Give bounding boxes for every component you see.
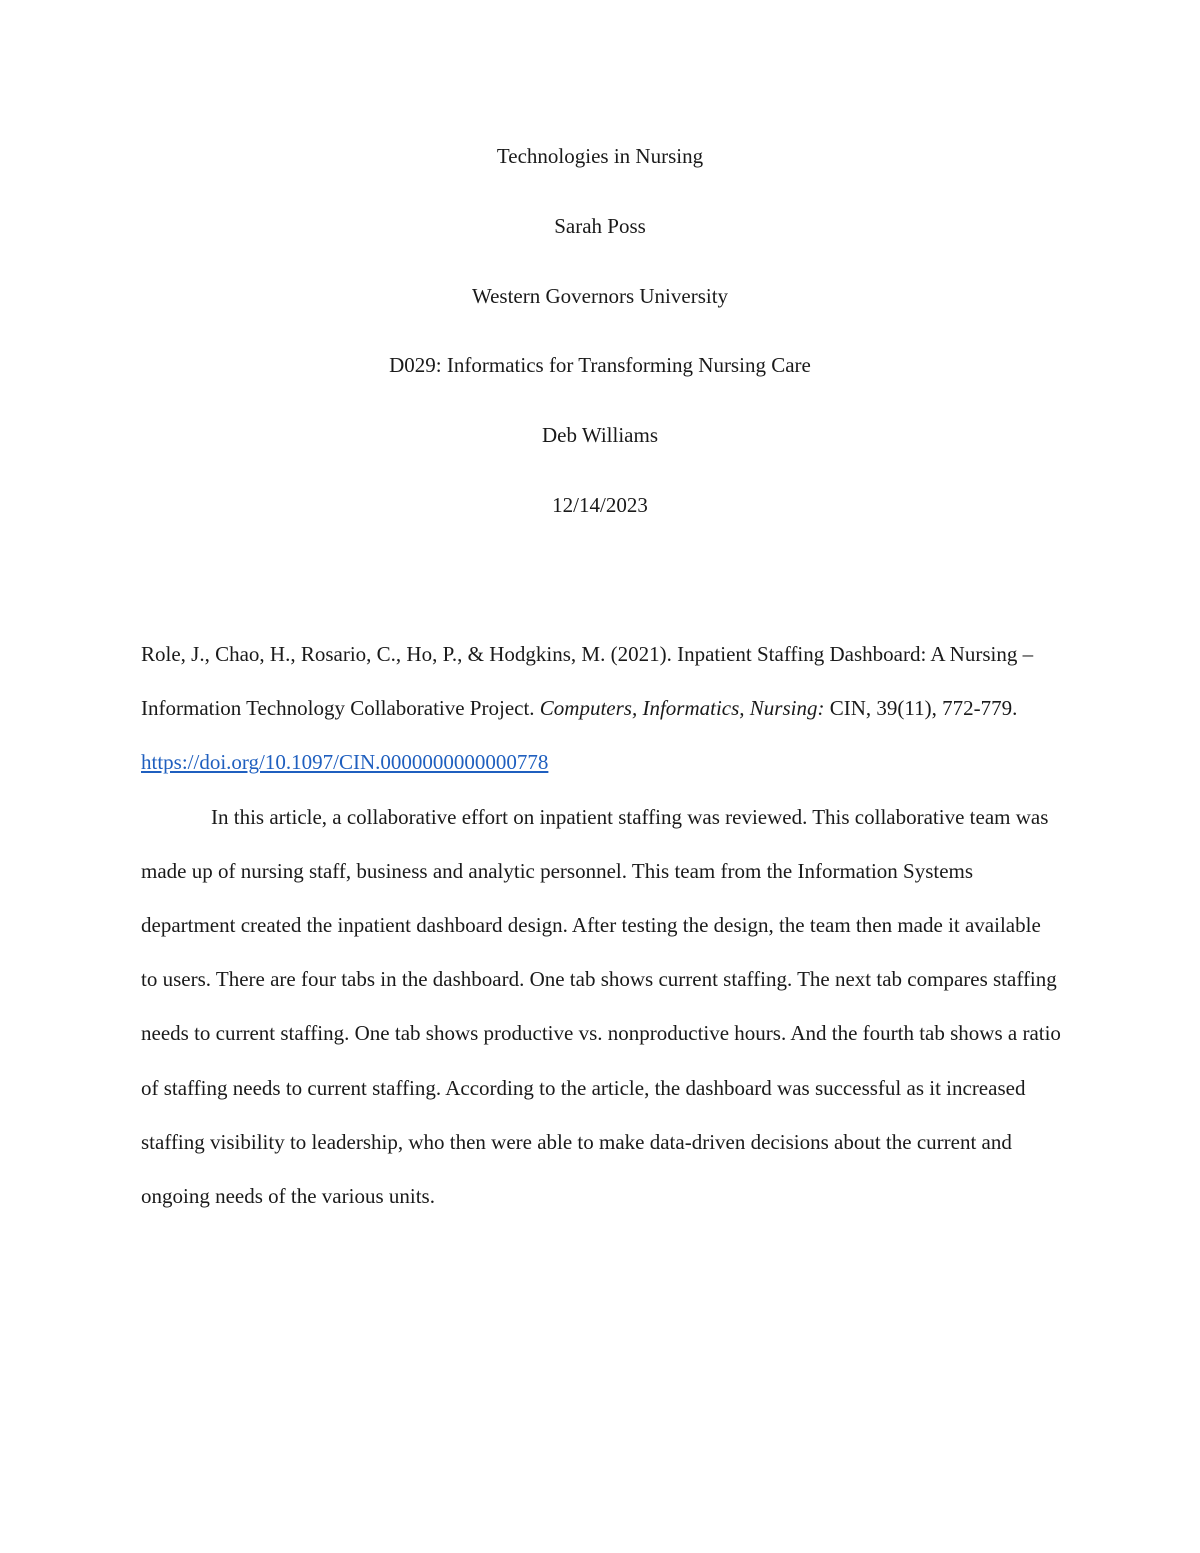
reference-journal: Computers, Informatics, Nursing: (539, 696, 825, 721)
submission-date: 12/14/2023 (552, 492, 648, 517)
doi-link[interactable]: https://doi.org/10.1097/CIN.0000000000000778 (141, 750, 549, 775)
title-page-block (0, 138, 1200, 557)
instructor-name: Deb Williams (541, 423, 658, 448)
reference-details: CIN, 39(11), 772-779. (824, 696, 1018, 721)
summary-paragraph: In this article, a collaborative effort on inpatient staffing was reviewed. This collaborative team was made up of nursing staff, business and analytic personnel. This team from the Information Systems department created the inpatient dashboard design. After testing the design, the team then made it available to users. There are four tabs in the dashboard. One tab shows current staffing. The next tab compares staffing needs to current staffing. One tab shows productive vs. nonproductive hours. And the fourth tab shows a ratio of staffing needs to current staffing. According to the article, the dashboard was successful as it increased staffing visibility to leadership, who then were able to make data-driven decisions about the current and ongoing needs of the various units. (141, 804, 1061, 1209)
reference-authors-title: Role, J., Chao, H., Rosario, C., Ho, P., & Hodgkins, M. (2021). Inpatient Staffing Dashboard: A Nursing – Information Technology Collaborative Project. (141, 642, 1034, 721)
document-body (141, 627, 1061, 1223)
author-name: Sarah Poss (554, 213, 646, 238)
course-name: D029: Informatics for Transforming Nursing Care (389, 353, 811, 378)
reference-citation (141, 627, 1061, 790)
paper-title: Technologies in Nursing (496, 144, 704, 168)
institution-name: Western Governors University (471, 283, 729, 308)
